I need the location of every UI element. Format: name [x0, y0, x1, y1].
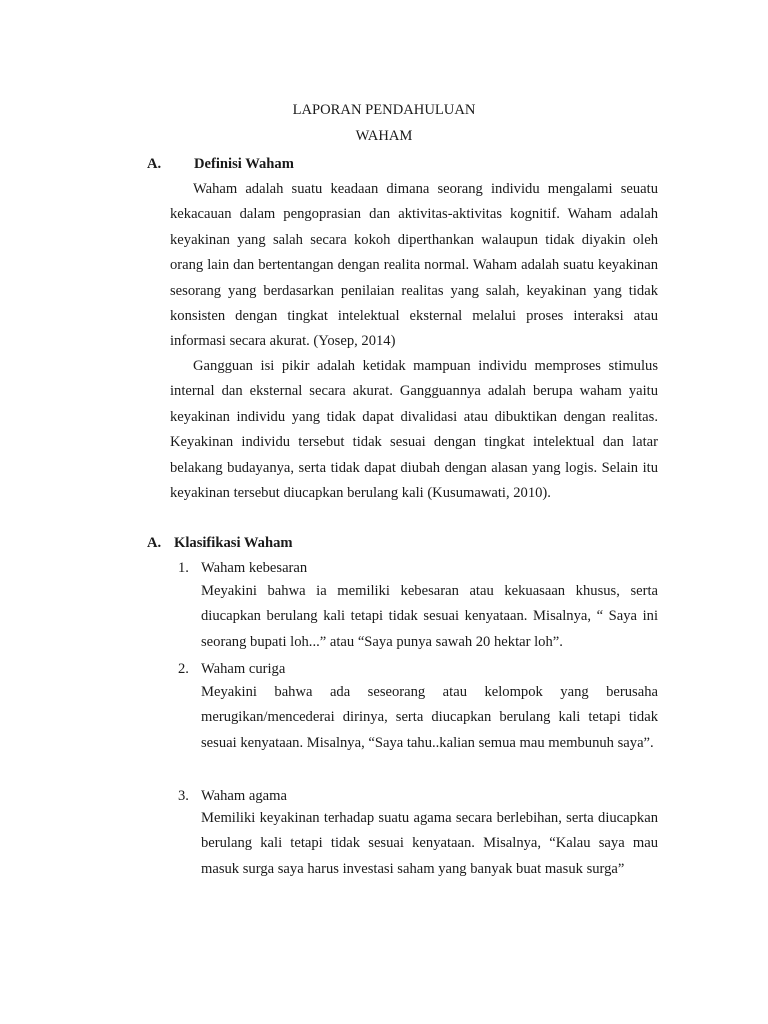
list-item-description: Meyakini bahwa ia memiliki kebesaran atau kekuasaan khusus, serta diucapkan berulang kali tetapi tidak sesuai kenyataan. Misalnya, “ Saya ini seorang bupati loh...” atau “Saya punya sawah 20 hektar loh”.	[201, 583, 658, 650]
document-subtitle: WAHAM	[355, 128, 413, 144]
document-title: LAPORAN PENDAHULUAN	[292, 102, 476, 118]
list-item-description: Meyakini bahwa ada seseorang atau kelompok yang berusaha merugikan/mencederai dirinya, serta diucapkan berulang kali tetapi tidak sesuai kenyataan. Misalnya, “Saya tahu..kalian semua mau membunuh saya”.	[201, 684, 658, 751]
list-item-number: 2.	[178, 661, 189, 677]
section-heading-definisi	[147, 154, 467, 174]
definition-paragraph-2: Gangguan isi pikir adalah ketidak mampuan individu memproses stimulus internal dan eksternal secara akurat. Gangguannya adalah berupa waham yaitu keyakinan individu yang tidak dapat divalidasi atau dibuktikan dengan realitas. Keyakinan individu tersebut tidak sesuai dengan tingkat intelektual dan latar belakang budayanya, serta tidak dapat diubah dengan alasan yang logis. Selain itu keyakinan tersebut diucapkan berulang kali (Kusumawati, 2010).	[170, 358, 658, 502]
definition-paragraph-1: Waham adalah suatu keadaan dimana seorang individu mengalami seuatu kekacauan dalam pengoprasian dan aktivitas-aktivitas kognitif. Waham adalah keyakinan yang salah secara kokoh diperthankan walaupun tidak diyakin oleh orang lain dan bertentangan dengan realita normal. Waham adalah suatu keyakinan sesorang yang berdasarkan penilaian realitas yang salah, keyakinan yang tidak konsisten dengan tingkat intelektual eksternal melalui proses interaksi atau informasi secara akurat. (Yosep, 2014)	[170, 181, 658, 350]
list-item-number: 3.	[178, 788, 189, 804]
list-item-description: Memiliki keyakinan terhadap suatu agama secara berlebihan, serta diucapkan berulang kali tetapi tidak sesuai kenyataan. Misalnya, “Kalau saya mau masuk surga saya harus investasi saham yang banyak buat masuk surga”	[201, 810, 658, 877]
list-item-label: Waham kebesaran	[201, 560, 308, 576]
list-item-title	[178, 558, 478, 578]
list-item-title	[178, 659, 478, 679]
section-title: Klasifikasi Waham	[174, 535, 293, 551]
section-marker: A.	[147, 156, 162, 172]
list-item-label: Waham curiga	[201, 661, 286, 677]
list-item-label: Waham agama	[201, 788, 287, 804]
list-item-number: 1.	[178, 560, 189, 576]
section-heading-klasifikasi	[147, 533, 467, 553]
section-marker: A.	[147, 535, 162, 551]
list-item-title	[178, 786, 478, 806]
section-title: Definisi Waham	[194, 156, 294, 172]
